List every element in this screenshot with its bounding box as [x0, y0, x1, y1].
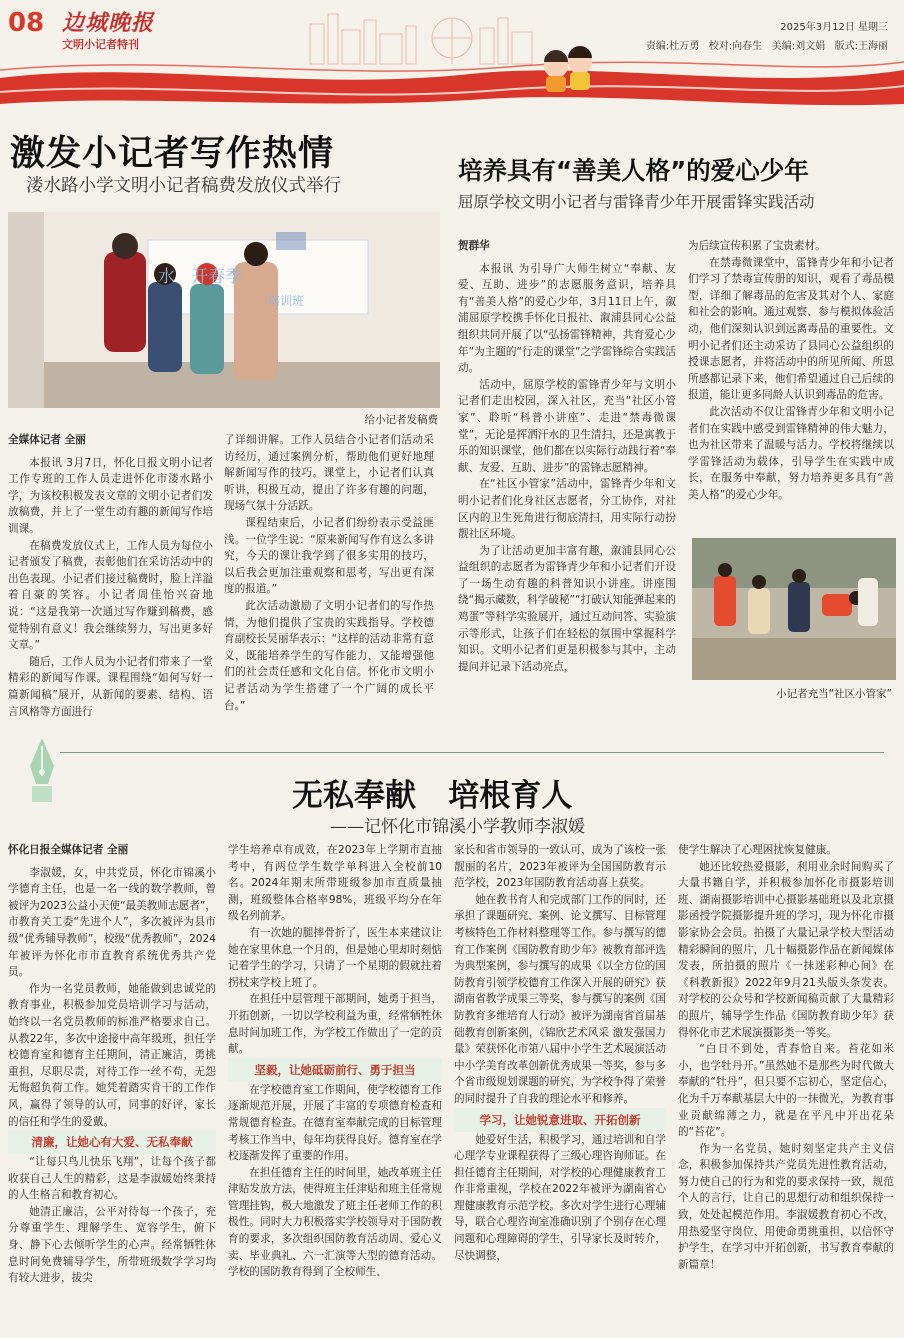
article-1-column-2 [224, 432, 434, 726]
special-edition-label: 文明小记者特刊 [62, 38, 139, 51]
paragraph: 了详细讲解。工作人员结合小记者们活动采访经历，通过案例分析，帮助他们更好地理解新闻写作的技巧。课堂上，小记者们认真听讲，积极互动，提出了许多有趣的问题，现场气氛十分活跃。 [224, 434, 434, 513]
paragraph: 此次活动不仅让雷锋青少年和文明小记者们在实践中感受到雷锋精神的伟大魅力，也为社区带来了温暖与活力。学校将继续以学雷锋活动为载体，引导学生在实践中成长，在服务中奉献，努力培养更多具有“善美人格”的爱心少年。 [688, 405, 894, 501]
paragraph: “让每只鸟儿快乐飞翔”，让每个孩子都收获自己人生的精彩，这是李淑媛始终秉持的人生格言和教育初心。 [8, 1156, 216, 1202]
article-3-subtitle: ——记怀化市锦溪小学教师李淑媛 [330, 817, 585, 837]
article-2-photo-caption: 小记者充当“社区小管家” [776, 688, 892, 700]
article-3-divider [60, 752, 884, 753]
masthead-skyline-art [0, 0, 904, 110]
paragraph: 使学生解决了心理困扰恢复健康。 [678, 844, 837, 856]
article-2-photo [692, 538, 896, 680]
article-2-column-2 [688, 238, 894, 530]
article-2-byline: 贺群华 [458, 240, 490, 252]
paragraph: 李淑媛，女，中共党员，怀化市锦溪小学德育主任，也是一名一线的数学教师，曾被评为2023公益小天使“最美教师志愿者”，市教育关工委“先进个人”，多次被评为县市级“优秀辅导教师”，校级“优秀教师”，2024年被评为怀化市市直教育系统优秀共产党员。 [8, 866, 216, 979]
article-3-column-1 [8, 842, 216, 1334]
paragraph: 随后，工作人员为小记者们带来了一堂精彩的新闻写作课。课程围绕“如何写好一篇新闻稿”展开，从新闻的要素、结构、语言风格等方面进行 [8, 655, 213, 718]
article-2-title: 培养具有“善美人格”的爱心少年 [458, 156, 809, 185]
paragraph: 在学校德育室工作期间，使学校德育工作逐渐规范开展，开展了丰富的专项德育检查和常规德育检查。在德育室奉献完成的目标管理考核工作当中，每年均获得良好。德育室在学校逐渐发挥了重要的作用。 [228, 1083, 442, 1163]
paragraph: 在担任德育主任的时间里，她改革班主任津贴发放方法，使得班主任津贴和班主任常规管理挂钩，极大地激发了班主任老师工作的积极性。同时大力积极落实学校领导对于国防教育的要求，多次组织国防教育活动周、爱心义卖、毕业典礼、六一汇演等大型的德育活动。学校的国防教育得到了全校师生、 [228, 1166, 442, 1279]
paragraph: 在稿费发放仪式上，工作人员为每位小记者颁发了稿费，表彰他们在采访活动中的出色表现。小记者们接过稿费时，脸上洋溢着自豪的笑容。小记者周佳怡兴奋地说：“这是我第一次通过写作赚到稿费，感觉特别有意义！我会继续努力，写出更多好文章。” [8, 539, 213, 652]
article-3-column-4 [678, 842, 894, 1334]
masthead [0, 0, 904, 110]
article-1-byline: 全媒体记者 全丽 [8, 434, 86, 446]
paragraph: 家长和省市领导的一致认可，成为了该校一张靓丽的名片，2023年被评为全国国防教育示范学校，2023年国防教育活动喜上获奖。 [454, 844, 666, 890]
paragraph: 有一次她的腿摔骨折了，医生本来建议让她在家里休息一个月的，但是她心里却时刻惦记着学生的学习，只请了一个星期的假就拄着拐杖来学校上班了。 [228, 926, 442, 989]
paragraph: “白日不到处，青春恰自来。苔花如米小，也学牡丹开。”虽然她不是那些为时代做大奉献的“牡丹”，但只要不忘初心，坚定信心，化为千万奉献基层大中的一抹微光，为教育事业贡献绵薄之力，就是在平凡中开出花朵的“苔花”。 [678, 1043, 894, 1139]
issue-date: 2025年3月12日 星期三 [780, 22, 888, 33]
paragraph: 她爱好生活，积极学习，通过培训和自学心理学专业课程获得了三级心理咨询师证。在担任德育主任期间，对学校的心理健康教育工作非常重视，学校在2022年被评为湖南省心理健康教育示范学校。多次对学生进行心理辅导，联合心理咨询室准确识别了个别存在心理问题和心理障碍的学生，引导家长及时转介，尽快调整， [454, 1133, 666, 1262]
paragraph: 在担任中层管理干部期间，她勇于担当，开拓创新，一切以学校利益为重，经常牺牲休息时间加班工作，为学校工作做出了一定的贡献。 [228, 993, 442, 1056]
article-1-title: 激发小记者写作热情 [10, 134, 335, 174]
paragraph: 她还比较热爱摄影，利用业余时间购买了大量书籍自学，并积极参加怀化市摄影培训班、湖南摄影培训中心摄影基础班以及北京摄影函授学院摄影提升班的学习，现为怀化市摄影家协会会员。拍摄了大量记录学校大型活动精彩瞬间的照片，几十幅摄影作品在新闻媒体发表，所拍摄的照片《一抹迷彩种心间》在《科教新报》2022年9月21头版头条发表。对学校的公众号和学校新闻稿贡献了大量精彩的照片，辅导学生作品《国防教育助少年》获得怀化市艺术展演摄影类一等奖。 [678, 860, 894, 1039]
paragraph: 本报讯 3月7日，怀化日报文明小记者工作专班的工作人员走进怀化市溇水路小学，为该校积极发表文章的文明小记者们发放稿费，并上了一堂生动有趣的新闻写作培训课。 [8, 456, 213, 535]
section-heading: 清廉，让她心有大爱、无私奉献 [8, 1130, 216, 1154]
paragraph: 活动中，屈原学校的雷锋青少年与文明小记者们走出校园，深入社区，充当“社区小管家”、聆听“科普小讲座”、走进“禁毒微课堂”，无论是挥洒汗水的卫生清扫，还是寓教于乐的知识课堂，他们都在以实际行动践行着“奉献、友爱、互助、进步”的雷锋志愿精神。 [458, 378, 676, 474]
paragraph: 作为一名党员教师，她能做到忠诚党的教育事业，积极参加党员培训学习与活动，始终以一名党员教师的标准严格要求自己。从教22年，多次中途接中高年级班，担任学校德育室和德育主任期间，清正廉洁，勇挑重担，尽职尽责，对待工作一丝不苟，无怨无悔超负荷工作。她凭着踏实肯干的工作作风，赢得了领导的认可，同事的好评，家长的信任和学生的爱戴。 [8, 982, 216, 1128]
paragraph: 她在教书育人和完成部门工作的同时，还承担了课题研究、案例、论文撰写、目标管理考核特色工作材料整理等工作。参与撰写的德育工作案例《国防教育助少年》被教育部评选为典型案例，参与撰写的成果《以全方位的国防教育引领学校德育工作深入开展的研究》获湖南省教学成果三等奖，参与撰写的案例《国防教育多维培育人行动》被评为湖南省首届基础教育创新案例，《锦欣艺术风采 激发强国力量》荣获怀化市第八届中小学生艺术展演活动中小学美育改革创新优秀成果一等奖，参与多个省市级规划课题的研究，为学校争得了荣誉的同时提升了自我的理论水平和修养。 [454, 893, 666, 1105]
photo-banner-text: 水 开春季 [158, 267, 243, 287]
paragraph: 课程结束后，小记者们纷纷表示受益匪浅。一位学生说：“原来新闻写作有这么多讲究，今天的课让我学到了很多实用的技巧，以后我会更加注重观察和思考，写出更有深度的报道。” [224, 516, 434, 596]
section-heading: 学习，让她锐意进取、开拓创新 [454, 1108, 666, 1132]
article-1-photo-caption: 给小记者发稿费 [364, 414, 438, 426]
article-2-column-1 [458, 238, 676, 730]
paragraph: 她清正廉洁，公平对待每一个孩子，充分尊重学生、理解学生、宽容学生，俯下身、静下心去倾听学生的心声。经常牺牲休息时间免费辅导学生，所带班级数学学习均有较大进步，拔尖 [8, 1205, 216, 1285]
article-1-photo [8, 212, 440, 408]
paper-name: 边城晚报 [62, 10, 155, 36]
paragraph: 学生培养卓有成效，在2023年上学期市直抽考中，有两位学生数学单科进入全校前10名。2024年期末所带班级参加市直质量抽测，班级整体合格率98%，班级平均分在年级名列前茅。 [228, 844, 442, 923]
pen-nib-icon [10, 736, 74, 806]
article-1-column-1 [8, 432, 213, 726]
section-heading: 坚毅，让她砥砺前行、勇于担当 [228, 1058, 442, 1082]
article-3-column-3 [454, 842, 666, 1334]
page-number: 08 [8, 8, 45, 38]
paragraph: 在“社区小管家”活动中，雷锋青少年和文明小记者们化身社区志愿者，分工协作，对社区内的卫生死角进行彻底清扫，用实际行动扮靓社区环境。 [458, 478, 676, 541]
paragraph: 作为一名党员，她时刻坚定共产主义信念，积极参加保持共产党员先进性教育活动，努力使自己的行为和党的要求保持一致，规范个人的言行，让自己的思想行动和组织保持一致，处处起模范作用。李淑媛教育初心不改，用热爱坚守岗位、用使命勇挑重担，以信怀守护学生，在学习中开拓创新，书写教育奉献的新篇章！ [678, 1142, 894, 1271]
article-3-column-2 [228, 842, 442, 1334]
paragraph: 此次活动激励了文明小记者们的写作热情，为他们提供了宝贵的实践指导。学校德育副校长吴丽华表示：“这样的活动非常有意义，既能培养学生的写作能力，又能增强他们的社会责任感和文化自信。怀化市文明小记者活动为学生搭建了一个广阔的成长平台。” [224, 599, 434, 712]
paragraph: 为后续宣传积累了宝贵素材。 [688, 240, 826, 252]
paragraph: 本报讯 为引导广大师生树立“奉献、友爱、互助、进步”的志愿服务意识，培养具有“善美人格”的爱心少年，3月11日上午，溆浦屈原学校携手怀化日报社、溆浦县同心公益组织共同开展了以“弘扬雷锋精神，共育爱心少年”为主题的“行走的课堂”之学雷锋综合实践活动。 [458, 262, 676, 375]
paragraph: 为了让活动更加丰富有趣，溆浦县同心公益组织的志愿者为雷锋青少年和小记者们开设了一场生动有趣的科普知识小讲座。讲座围绕“揭示藏数，科学破秘”“打破认知能弹起来的鸡蛋”等科学实验展开，通过互动问答、实验演示等形式，让孩子们在轻松的氛围中掌握科学知识。文明小记者们更是积极参与其中，主动提问并记录下活动亮点， [458, 544, 676, 673]
article-2-subtitle: 屈原学校文明小记者与雷锋青少年开展雷锋实践活动 [458, 193, 815, 211]
article-3-title: 无私奉献 培根育人 [292, 778, 573, 814]
article-3-byline: 怀化日报全媒体记者 全丽 [8, 844, 129, 856]
staff-credits: 责编:杜万勇 校对:向春生 美编:刘文娟 版式:王海丽 [645, 41, 888, 52]
article-1-subtitle: 溇水路小学文明小记者稿费发放仪式举行 [26, 176, 341, 196]
photo-banner-text-2: 培训班 [268, 294, 305, 308]
paragraph: 在禁毒微课堂中，雷锋青少年和小记者们学习了禁毒宣传册的知识，观看了毒品模型，详细了解毒品的危害及其对个人、家庭和社会的影响。通过观察、参与模拟体验活动，他们深刻认识到远离毒品的重要性。文明小记者们还主动采访了县同心公益组织的授课志愿者，并将活动中的所见所闻、所思所感都记录下来，他们希望通过自己后续的报道，能让更多同龄人认识到毒品的危害。 [688, 256, 894, 402]
